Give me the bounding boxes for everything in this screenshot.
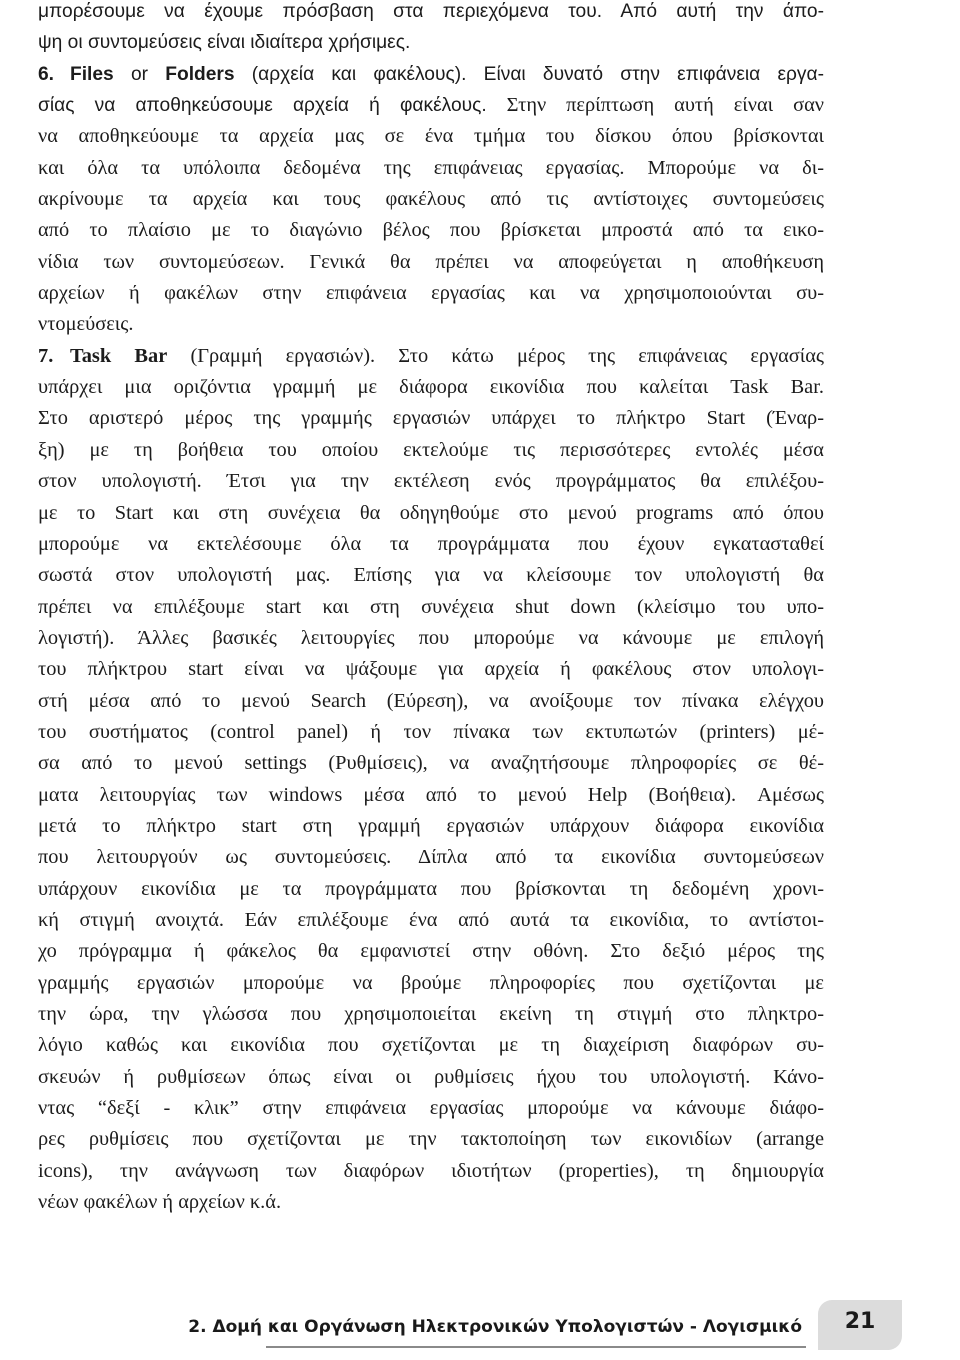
paragraph-line: ντομεύσεις.: [38, 313, 134, 336]
item-7-heading-line: [38, 341, 824, 372]
paragraph-line: υπάρχει μια οριζόντια γραμμή με διάφορα εικονίδια που καλείται Task Bar.: [38, 376, 824, 399]
paragraph-line: μπορέσουμε να έχουμε πρόσβαση στα περιεχόμενα του. Από αυτή την άπο-: [38, 1, 824, 22]
paragraph-line: χο πρόγραμμα ή φάκελος θα εμφανιστεί στην οθόνη. Στο δεξιό μέρος της: [38, 940, 824, 963]
paragraph-line: νίδια των συντομεύσεων. Γενικά θα πρέπει να αποφεύγεται η αποθήκευση: [38, 250, 824, 273]
paragraph-line: που λειτουργούν ως συντομεύσεις. Δίπλα από τα εικονίδια συντομεύσεων: [38, 846, 824, 869]
paragraph-line: Στο αριστερό μέρος της γραμμής εργασιών υπάρχει το πλήκτρο Start (Έναρ-: [38, 407, 824, 430]
paragraph-line-segment: Στην περίπτωση αυτή είναι σαν: [486, 94, 824, 117]
paragraph-line: ψη οι συντομεύσεις είναι ιδιαίτερα χρήσιμες.: [38, 32, 411, 54]
paragraph-line: σκευών ή ρυθμίσεων όπως είναι οι ρυθμίσεις ήχου του υπολογιστή. Κάνο-: [38, 1065, 824, 1088]
page-number-badge: [818, 1300, 902, 1350]
paragraph-line: λογιστή). Άλλες βασικές λειτουργίες που μπορούμε να κάνουμε με επιλογή: [38, 626, 824, 649]
paragraph-line: και όλα τα υπόλοιπα δεδομένα της επιφάνειας εργασίας. Μπορούμε να δι-: [38, 156, 824, 179]
page-footer: [0, 1296, 960, 1360]
paragraph-line: ματα λειτουργίας των windows μέσα από το μενού Help (Βοήθεια). Αμέσως: [38, 783, 824, 806]
item-term: Files: [70, 63, 114, 85]
paragraph-line: του πλήκτρου start είναι να ψάξουμε για αρχεία ή φακέλους στον υπολογι-: [38, 658, 824, 681]
item-heading-rest: (αρχεία και φακέλους). Είναι δυνατό στην επιφάνεια εργα-: [234, 63, 824, 85]
paragraph-line: ντας “δεξί - κλικ” στην επιφάνεια εργασίας μπορούμε να κάνουμε διάφο-: [38, 1097, 824, 1120]
paragraph-line: με το Start και στη συνέχεια θα οδηγηθούμε στο μενού programs από όπου: [38, 501, 824, 524]
paragraph-line-segment: σίας να αποθηκεύσουμε αρχεία ή φακέλους.: [38, 95, 487, 117]
paragraph-line: σωστά στον υπολογιστή μας. Επίσης για να κλείσουμε τον υπολογιστή θα: [38, 564, 824, 587]
page-body: [38, 0, 824, 1218]
item-term-2: Folders: [165, 63, 235, 85]
paragraph-line: την ώρα, την γλώσσα που χρησιμοποιείται εκείνη τη στιγμή στο πληκτρο-: [38, 1003, 824, 1025]
paragraph-line: μετά το πλήκτρο start στη γραμμή εργασιών υπάρχουν διάφορα εικονίδια: [38, 814, 824, 837]
paragraph-line: νέων φακέλων ή αρχείων κ.ά.: [38, 1191, 282, 1214]
item-number: 6.: [38, 63, 55, 85]
paragraph-line: του συστήματος (control panel) ή τον πίνακα των εκτυπωτών (printers) μέ-: [38, 720, 824, 743]
item-6-heading-line: [38, 59, 824, 90]
paragraph-line: από το πλαίσιο με το διαγώνιο βέλος που βρίσκεται μπροστά από τα εικο-: [38, 219, 824, 242]
paragraph-line: αρχείων ή φακέλων στην επιφάνεια εργασίας και να χρησιμοποιούνται συ-: [38, 282, 824, 305]
paragraph-line: σα από το μενού settings (Ρυθμίσεις), να αναζητήσουμε πληροφορίες σε θέ-: [38, 752, 824, 775]
paragraph-line: πρέπει να επιλέξουμε start και στη συνέχεια shut down (κλείσιμο του υπο-: [38, 595, 824, 618]
paragraph-line: υπάρχουν εικονίδια με τα προγράμματα που βρίσκονται τη δεδομένη χρονι-: [38, 877, 824, 900]
paragraph-line: icons), την ανάγνωση των διαφόρων ιδιοτήτων (properties), τη δημιουργία: [38, 1159, 824, 1182]
paragraph-line: κή στιγμή ανοιχτά. Εάν επιλέξουμε ένα από αυτά τα εικονίδια, το αντίστοι-: [38, 908, 824, 931]
paragraph-line: μπορούμε να εκτελέσουμε όλα τα προγράμματα που έχουν εγκατασταθεί: [38, 532, 824, 555]
paragraph-line: [38, 90, 824, 121]
item-term-connector: or: [113, 63, 166, 85]
paragraph-line: ξη) με τη βοήθεια του οποίου εκτελούμε τις περισσότερες εντολές μέσα: [38, 438, 824, 461]
item-heading-rest: (Γραμμή εργασιών). Στο κάτω μέρος της επιφάνειας εργασίας: [167, 344, 824, 367]
paragraph-line: γραμμής εργασιών μπορούμε να βρούμε πληροφορίες που σχετίζονται με: [38, 971, 824, 994]
paragraph-line: ρες ρυθμίσεις που σχετίζονται με την τακτοποίηση των εικονιδίων (arrange: [38, 1128, 824, 1151]
paragraph-line: λόγιο καθώς και εικονίδια που σχετίζονται με τη διαχείριση διαφόρων συ-: [38, 1034, 824, 1057]
item-number: 7.: [38, 344, 54, 367]
paragraph-line: στή μέσα από το μενού Search (Εύρεση), να ανοίξουμε τον πίνακα ελέγχου: [38, 689, 824, 712]
page-number: 21: [844, 1309, 876, 1334]
item-term: Task Bar: [70, 344, 168, 367]
footer-divider: [266, 1346, 806, 1348]
chapter-title: 2. Δομή και Οργάνωση Ηλεκτρονικών Υπολογιστών - Λογισμικό: [188, 1317, 802, 1337]
paragraph-line: ακρίνουμε τα αρχεία και τους φακέλους από τις αντίστοιχες συντομεύσεις: [38, 188, 824, 211]
paragraph-line: στον υπολογιστή. Έτσι για την εκτέλεση ενός προγράμματος θα επιλέξου-: [38, 470, 824, 493]
paragraph-line: να αποθηκεύουμε τα αρχεία μας σε ένα τμήμα του δίσκου όπου βρίσκονται: [38, 125, 824, 148]
